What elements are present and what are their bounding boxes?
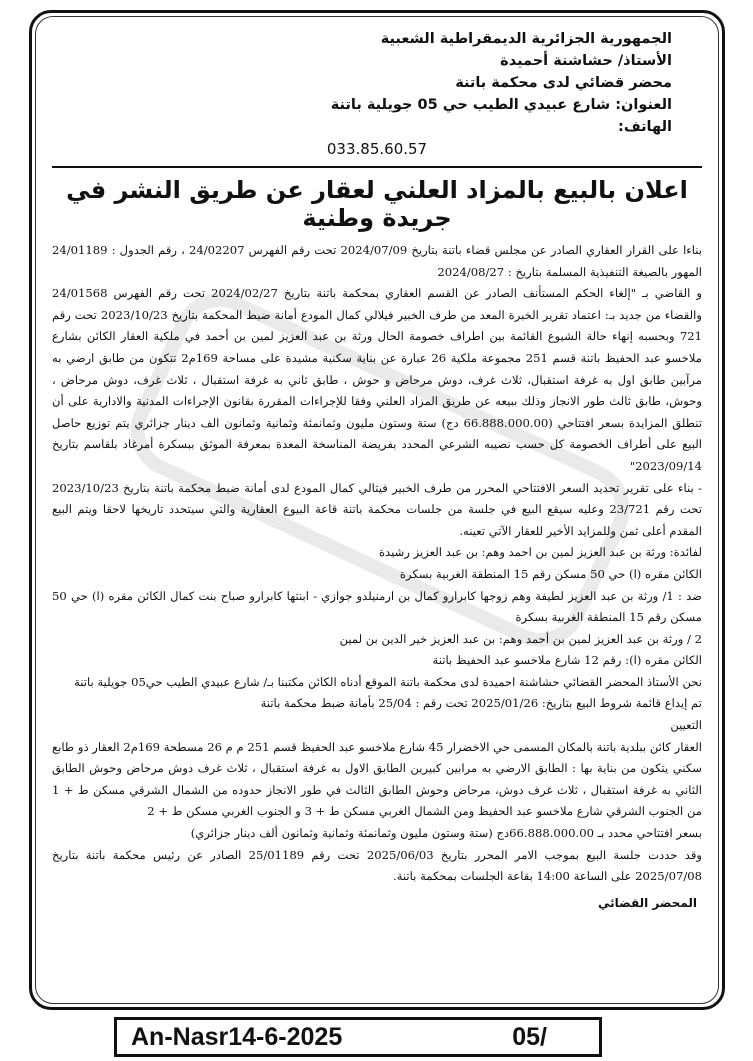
- publication-date: An-Nasr14-6-2025: [131, 1022, 343, 1051]
- paragraph-against-2: 2 / ورثة بن عبد العزيز لمين بن أحمد وهم: بن عبد العزيز خير الدين بن لمين: [339, 631, 702, 646]
- paragraph-ruling: و القاضي بـ "إلغاء الحكم المستأنف الصادر عن القسم العقاري بمحكمة باتنة بتاريخ 2024/02/27 تحت رقم الفهرس 24/01568 والقضاء من جديد بـ: اعتماد تقرير الخبرة المعد من طرف الخبير فيلالي كمال المودع أمانة ضبط المحكمة بتاريخ 2023/10/23 تحت رقم 721 وبحسبه إنهاء حالة الشيوع القائمة بين اطراف خصومة الحال ورثة بن عبد العزيز لمين بن أحمد في ملكية العقار الكائن بشارع ملاخسو عبد الحفيظ باتنة قسم 251 مجموعة ملكية 26 عبارة عن بناية سكنية مشيدة على مساحة 169م2 تتكون من طابق ارضي به مرآبين طابق اول به غرفة استقبال، ثلاث غرف، دوش مرحاض و حوش ، طابق ثاني به غرفة استقبال ، ثلاث غرف، دوش مرحاض ، وحوش، طابق ثالث طور الانجاز وذلك ببيعه عن طريق المزاد العلني وفقا للإجراءات المقررة بقانون الإجراءات المدنية والادارية على أن تنطلق المزايدة بسعر افتتاحي (66.888.000.00 دج) ستة وستون مليون وثمانمئة وثمانية وثمانون الف دينار جزائري يتم توزيع حاصل البيع على أطراف الخصومة كل حسب نصيبه الشرعي المحدد بفريضة المناسخة المعدة بمعرفة الموثق ببسكرة أمرغاد بلقاسم بتاريخ 2023/09/14": [52, 286, 702, 473]
- header-bailiff-name: الأستاذ/ حشاشنة أحميدة: [500, 53, 672, 69]
- header-divider: [52, 166, 702, 168]
- paragraph-deposit: تم إيداع قائمة شروط البيع بتاريخ: 2025/01/26 تحت رقم : 25/04 بأمانة ضبط محكمة باتنة: [260, 696, 702, 711]
- header-country: الجمهورية الجزائرية الديمقراطية الشعبية: [380, 31, 672, 47]
- header-phone-label: الهاتف:: [618, 119, 672, 135]
- paragraph-against-1: ضد : 1/ ورثة بن عبد العزيز لطيفة وهم زوجها كابرارو كمال بن ارمنيلدو جوازي - ابنتها كابرارو صباح بنت كمال الكائن مقره (ا) حي 50 مسكن رقم 15 المنطقة الغربية بسكرة: [52, 588, 702, 625]
- paragraph-session: وقد حددت جلسة البيع بموجب الامر المحرر بتاريخ 2025/06/03 تحت رقم 25/01189 الصادر عن رئيس محكمة باتنة بتاريخ 2025/07/08 على الساعة 14:00 بقاعة الجلسات بمحكمة باتنة.: [52, 847, 702, 884]
- notice-content: [52, 28, 702, 910]
- notice-body: [52, 240, 702, 888]
- paragraph-beneficiary-address: الكائن مقره (ا) حي 50 مسكن رقم 15 المنطقة الغربية بسكرة: [399, 566, 702, 581]
- notice-title: اعلان بالبيع بالمزاد العلني لعقار عن طريق النشر في جريدة وطنية: [66, 176, 688, 232]
- paragraph-property: العقار كائن ببلدية باتنة بالمكان المسمى حي الاخضرار 45 شارع ملاخسو عبد الحفيظ قسم 251 م م 26 مسطحة 169م2 العقار ذو طابع سكني يتكون من بناية بها : الطابق الارضي به مرابين كبيرين الطابق الاول به غرفة استقبال ، ثلاث غرف دوش مرحاض وحوش الطابق الثاني به غرفة استقبال ، ثلاث غرف دوش، مرحاض وحوش الطابق الثالث في طور الانجاز حدوده من الشمال الشرقي مسكن ط + 1 من الجنوب الشرقي شارع ملاخسو عبد الحفيظ ومن الشمال الغربي مسكن ط + 3 و الجنوب الغربي مسكن ط + 2: [52, 739, 702, 819]
- paragraph-opening-price: بسعر افتتاحي محدد بـ 66.888.000.00دج (ستة وستون مليون وثمانمئة وثمانية وثمانون ألف دينار جزائري): [190, 826, 702, 841]
- signature: المحضر القضائي: [597, 895, 697, 910]
- paragraph-beneficiary: لفائدة: ورثة بن عبد العزيز لمين بن احمد وهم: بن عبد العزيز رشيدة: [378, 545, 702, 560]
- paragraph-against-2-address: الكائن مقره (ا): رقم 12 شارع ملاخسو عبد الحفيظ باتنة: [432, 653, 702, 668]
- paragraph-designation-heading: التعيين: [670, 718, 702, 733]
- header-phone: 033.85.60.57: [326, 140, 428, 158]
- header-bailiff-title: محضر قضائي لدى محكمة باتنة: [455, 75, 672, 91]
- paragraph-decision: بناءا على القرار العقاري الصادر عن مجلس قضاء باتنة بتاريخ 2024/07/09 تحت رقم الفهرس 24/02207 ، رقم الجدول : 24/01189 المهور بالصيغة التنفيذية المسلمة بتاريخ : 2024/08/27: [52, 243, 702, 279]
- paragraph-expert-report: - بناء على تقرير تحديد السعر الافتتاحي المحرر من طرف الخبير فيتالي كمال المودع لدى أمانة ضبط محكمة باتنة بتاريخ 2023/10/23 تحت رقم 23/721 وعليه سيقع البيع في جلسة من جلسات محكمة باتنة قاعة البيوع العقارية والتي سيتحدد تاريخها لاحقا ويتم البيع المقدم أعلى ثمن وللمزايد الأخير للعقار الآتي تعينه.: [52, 480, 702, 538]
- page-number: 05/: [512, 1022, 547, 1051]
- publication-footer: [114, 1017, 602, 1057]
- header-address: العنوان: شارع عبيدي الطيب حي 05 جويلية باتنة: [330, 97, 672, 113]
- paragraph-bailiff: نحن الأستاذ المحضر القضائي حشاشنة احميدة لدى محكمة باتنة الموقع أدناه الكائن مكتبنا بـ/ شارع عبيدي الطيب حي05 جويلية باتنة: [74, 674, 702, 689]
